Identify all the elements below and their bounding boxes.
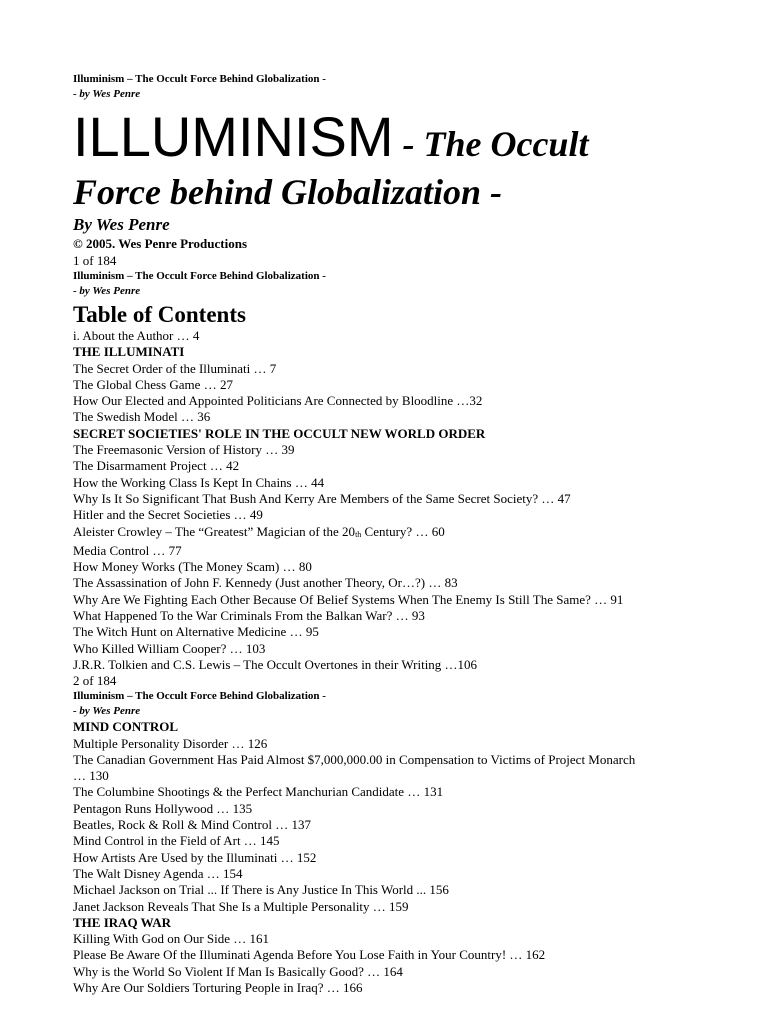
running-header-author: - by Wes Penre bbox=[73, 705, 141, 718]
toc-entry: Michael Jackson on Trial ... If There is Any Justice In This World ... 156 bbox=[73, 882, 449, 898]
toc-entry: Multiple Personality Disorder … 126 bbox=[73, 735, 268, 751]
toc-entry: The Swedish Model … 36 bbox=[73, 409, 211, 425]
toc-entry: Hitler and the Secret Societies … 49 bbox=[73, 507, 263, 523]
toc-entry: Why Are Our Soldiers Torturing People in Iraq? … 166 bbox=[73, 979, 363, 995]
toc-section-heading: THE IRAQ WAR bbox=[73, 914, 172, 930]
toc-entry: How Money Works (The Money Scam) … 80 bbox=[73, 559, 312, 575]
toc-entry: The Secret Order of the Illuminati … 7 bbox=[73, 360, 277, 376]
page-number: 2 of 184 bbox=[73, 673, 117, 689]
toc-entry: How the Working Class Is Kept In Chains … 44 bbox=[73, 474, 325, 490]
toc-entry-text: Century? … 60 bbox=[361, 523, 445, 539]
running-header-title: Illuminism – The Occult Force Behind Globalization - bbox=[73, 690, 326, 703]
toc-entry: Killing With God on Our Side … 161 bbox=[73, 931, 270, 947]
running-header-author: - by Wes Penre bbox=[73, 285, 141, 297]
toc-section-heading: MIND CONTROL bbox=[73, 719, 179, 735]
toc-entry: The Canadian Government Has Paid Almost $7,000,000.00 in Compensation to Victims of Project Monarch bbox=[73, 751, 636, 767]
toc-entry: The Walt Disney Agenda … 154 bbox=[73, 865, 243, 881]
toc-section-heading: SECRET SOCIETIES' ROLE IN THE OCCULT NEW WORLD ORDER bbox=[73, 425, 486, 441]
toc-entry: How Artists Are Used by the Illuminati … 152 bbox=[73, 849, 317, 865]
toc-entry: The Assassination of John F. Kennedy (Just another Theory, Or…?) … 83 bbox=[73, 575, 458, 591]
title-main-word: ILLUMINISM bbox=[73, 105, 394, 168]
toc-entry: Why is the World So Violent If Man Is Basically Good? … 164 bbox=[73, 963, 403, 979]
toc-entry: The Columbine Shootings & the Perfect Manchurian Candidate … 131 bbox=[73, 784, 444, 800]
ordinal-suffix: th bbox=[355, 529, 362, 539]
running-header-author: - by Wes Penre bbox=[73, 88, 141, 100]
toc-entry: The Disarmament Project … 42 bbox=[73, 458, 240, 474]
page-number: 1 of 184 bbox=[73, 253, 117, 268]
toc-entry: Who Killed William Cooper? … 103 bbox=[73, 640, 266, 656]
toc-entry: Please Be Aware Of the Illuminati Agenda Before You Lose Faith in Your Country! … 162 bbox=[73, 947, 546, 963]
title-subtitle-end: Force behind Globalization - bbox=[73, 172, 503, 212]
toc-entry: … 130 bbox=[73, 768, 109, 784]
toc-entry: J.R.R. Tolkien and C.S. Lewis – The Occult Overtones in their Writing …106 bbox=[73, 656, 478, 672]
toc-entry: Beatles, Rock & Roll & Mind Control … 137 bbox=[73, 817, 311, 833]
toc-entry: How Our Elected and Appointed Politicians Are Connected by Bloodline …32 bbox=[73, 393, 483, 409]
toc-entry: What Happened To the War Criminals From the Balkan War? … 93 bbox=[73, 608, 425, 624]
toc-entry-crowley bbox=[73, 524, 713, 543]
toc-entry: The Freemasonic Version of History … 39 bbox=[73, 442, 295, 458]
document-title bbox=[73, 105, 713, 169]
toc-entry: The Global Chess Game … 27 bbox=[73, 376, 233, 392]
toc-heading: Table of Contents bbox=[73, 302, 246, 327]
toc-entry: Janet Jackson Reveals That She Is a Multiple Personality … 159 bbox=[73, 898, 409, 914]
author-byline: By Wes Penre bbox=[73, 215, 170, 234]
running-header-title: Illuminism – The Occult Force Behind Globalization - bbox=[73, 73, 326, 85]
toc-entry: Why Is It So Significant That Bush And Kerry Are Members of the Same Secret Society? … 47 bbox=[73, 490, 571, 506]
toc-entry: i. About the Author … 4 bbox=[73, 328, 200, 343]
toc-entry: Pentagon Runs Hollywood … 135 bbox=[73, 800, 253, 816]
toc-section-heading: THE ILLUMINATI bbox=[73, 344, 185, 360]
copyright-notice: © 2005. Wes Penre Productions bbox=[73, 236, 248, 251]
toc-entry: The Witch Hunt on Alternative Medicine … 95 bbox=[73, 624, 319, 640]
toc-entry: Media Control … 77 bbox=[73, 542, 182, 558]
toc-entry: Mind Control in the Field of Art … 145 bbox=[73, 833, 280, 849]
toc-entry-text: Aleister Crowley – The “Greatest” Magician of the 20 bbox=[73, 523, 356, 539]
toc-entry: Why Are We Fighting Each Other Because Of Belief Systems When The Enemy Is Still The Same? … 91 bbox=[73, 591, 624, 607]
title-subtitle-start: - The Occult bbox=[393, 124, 589, 164]
running-header-title: Illuminism – The Occult Force Behind Globalization - bbox=[73, 270, 326, 282]
